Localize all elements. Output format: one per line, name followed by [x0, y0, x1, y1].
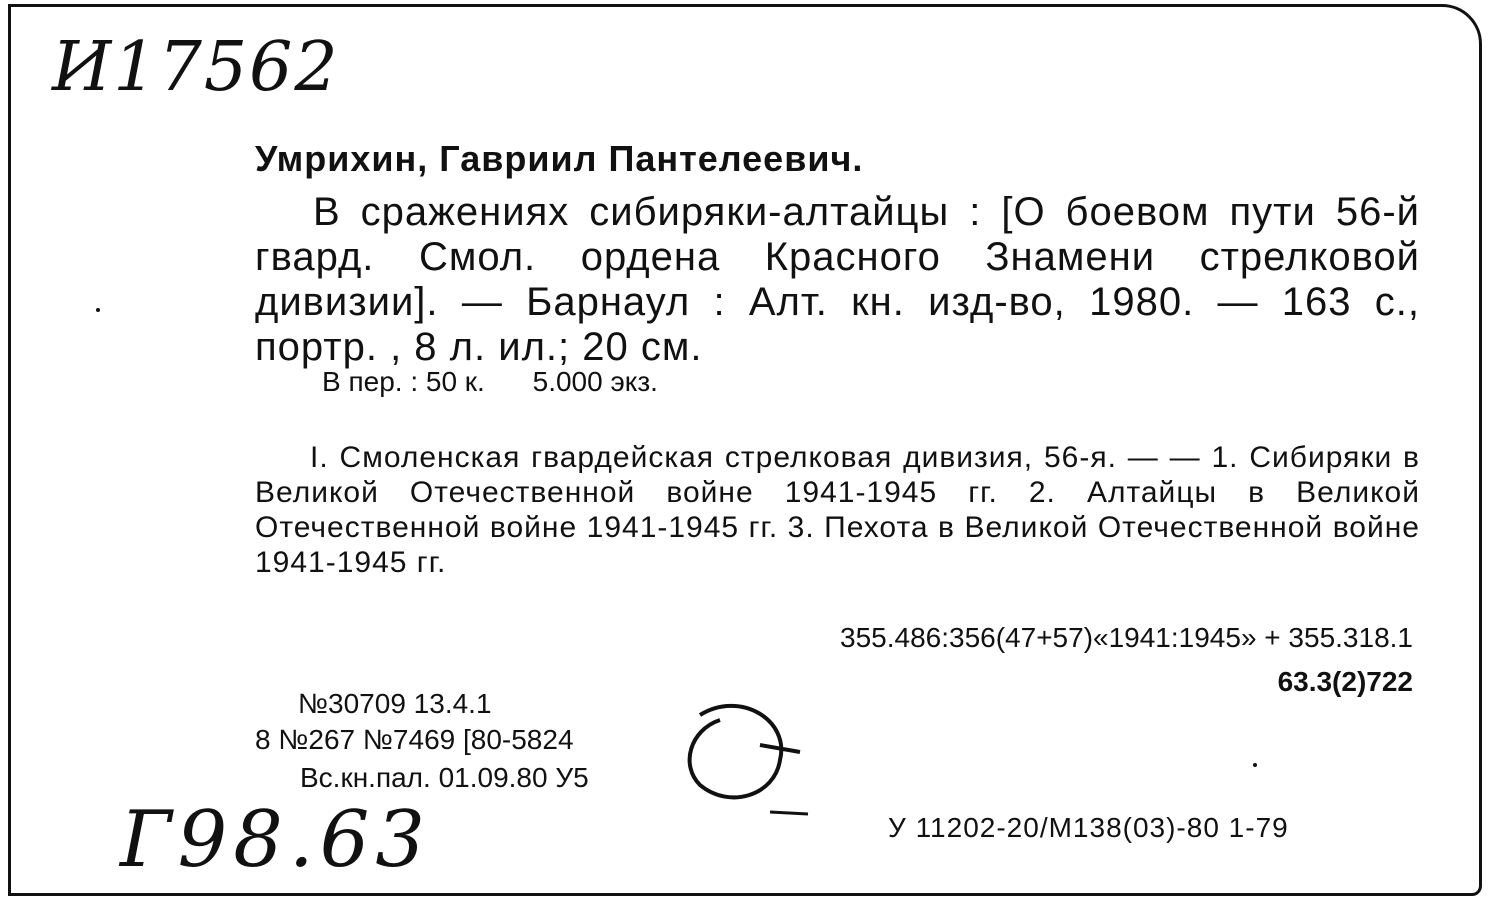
bbk-index: 63.3(2)722	[1277, 666, 1413, 697]
accession-number: №30709 13.4.1	[298, 688, 492, 719]
shelf-mark: Г98.63	[120, 795, 431, 885]
card-numbers: 8 №267 №7469 [80-5824	[255, 724, 574, 755]
subject-headings: I. Смоленская гвардейская стрелковая дивизия, 56-я. — — 1. Сибиряки в Великой Отечественной войне 1941-1945 гг. 2. Алтайцы в Великой Отечественной войне 1941-1945 гг. 3. Пехота в Великой Отечественной войне 1941-1945 гг.	[255, 441, 1420, 579]
print-run: 5.000 экз.	[532, 366, 658, 397]
book-chamber-line: Вс.кн.пал. 01.09.80 У5	[300, 762, 589, 793]
ink-dot	[1253, 763, 1257, 767]
publisher-code: У 11202-20/М138(03)-80 1-79	[888, 812, 1289, 843]
stamp-scribble	[690, 706, 782, 798]
stamp-underline	[770, 812, 808, 814]
udc-index: 355.486:356(47+57)«1941:1945» + 355.318.1	[840, 622, 1413, 653]
price: В пер. : 50 к.	[322, 366, 485, 397]
author-heading: Умрихин, Гавриил Пантелеевич.	[255, 138, 864, 179]
inventory-number: И17562	[52, 28, 340, 107]
ink-dot	[96, 308, 100, 312]
title-description: В сражениях сибиряки-алтайцы : [О боевом пути 56-й гвард. Смол. ордена Красного Знамени стрелковой дивизии]. — Барнаул : Алт. кн. изд-во, 1980. — 163 с., портр. , 8 л. ил.; 20 см.	[255, 190, 1420, 369]
